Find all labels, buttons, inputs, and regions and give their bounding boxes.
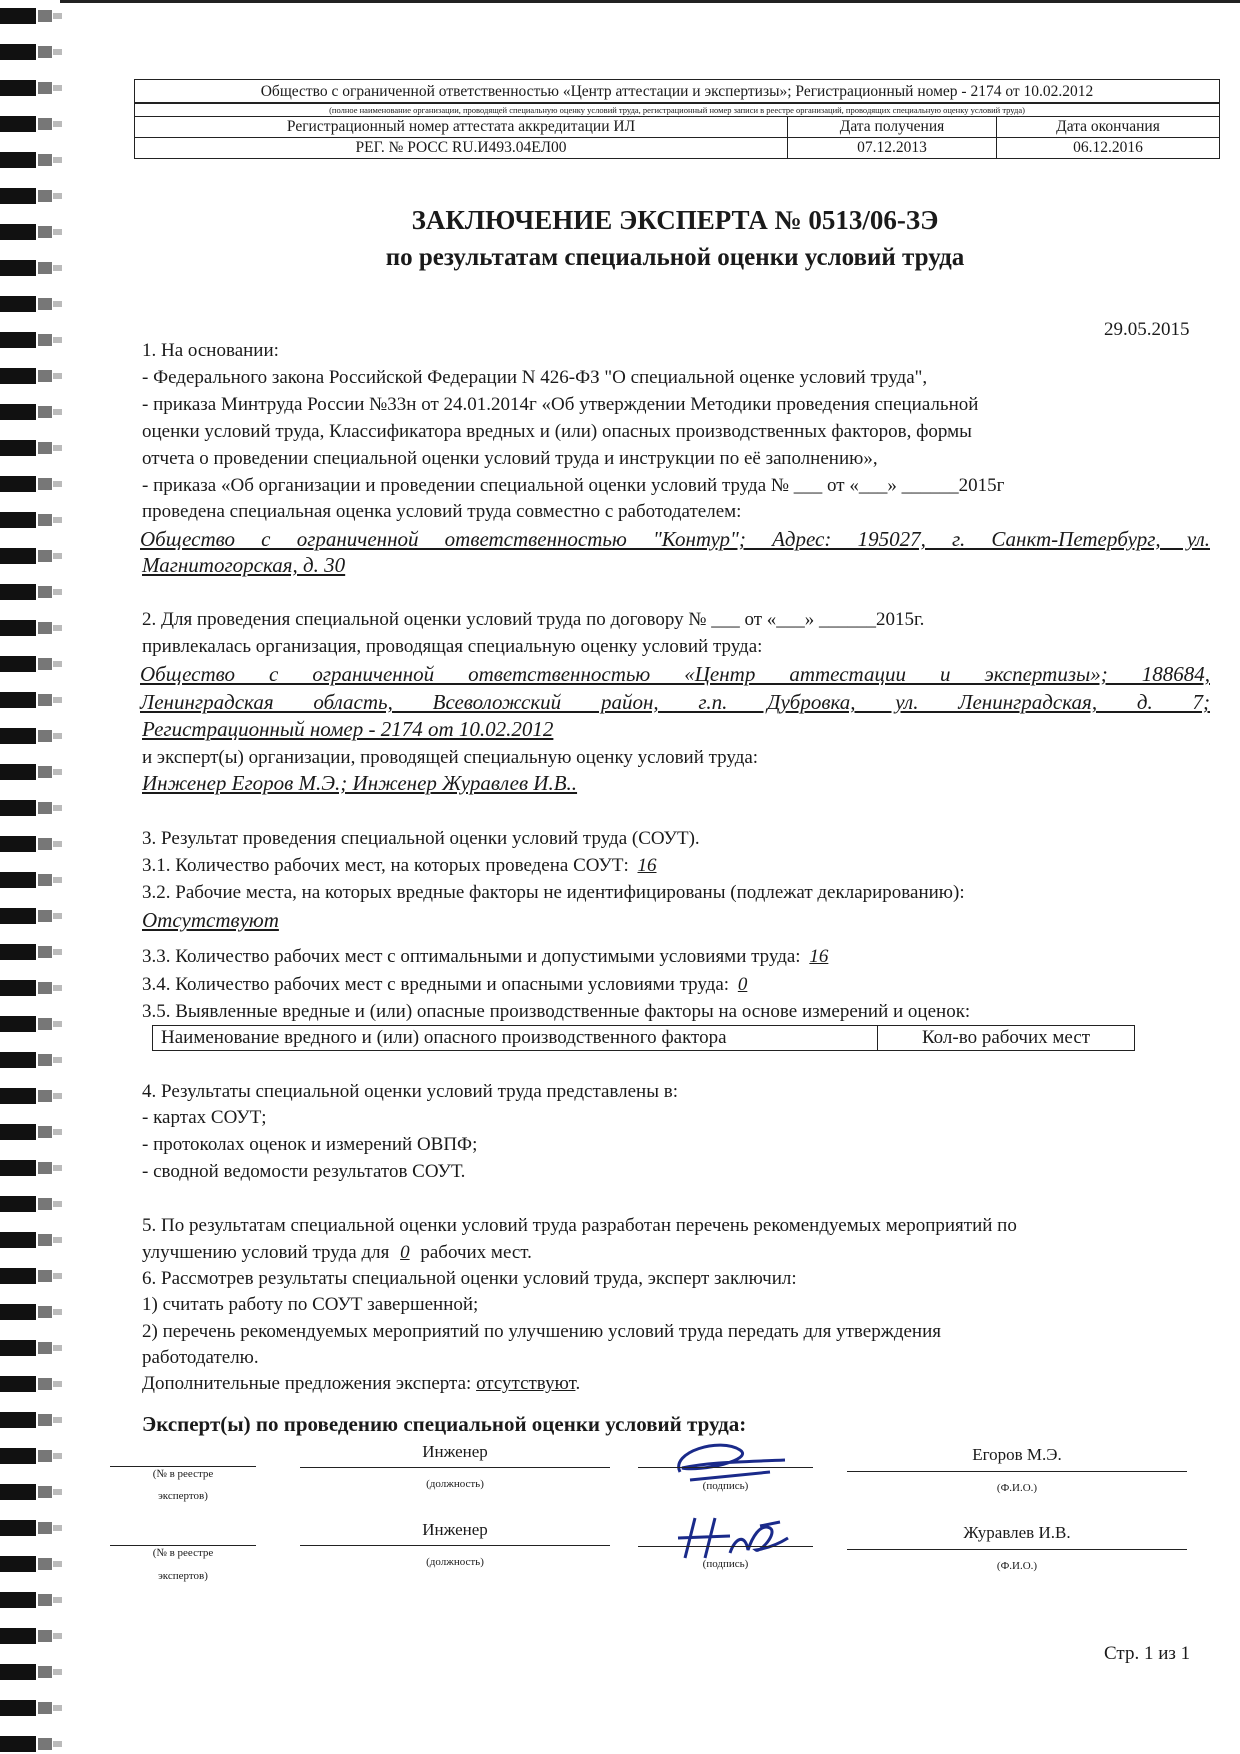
binding-ring xyxy=(0,1016,62,1032)
binding-ring xyxy=(0,296,62,312)
assessor-org-line3: Регистрационный номер - 2174 от 10.02.2012 xyxy=(142,717,554,741)
org-name: Общество с ограниченной ответственностью «Центр аттестации и экспертизы»; Регистрационный номер - 2174 от 10.02.2012 xyxy=(135,80,1220,104)
section5-line1: 5. По результатам специальной оценки условий труда разработан перечень рекомендуемых мероприятий по xyxy=(142,1215,1017,1236)
binding-ring xyxy=(0,8,62,24)
position-caption: (должность) xyxy=(426,1478,484,1490)
signatures-heading: Эксперт(ы) по проведению специальной оценки условий труда: xyxy=(142,1412,747,1436)
assessor-org-line2: Ленинградская область, Всеволожский район, г.п. Дубровка, ул. Ленинградская, д. 7; xyxy=(140,690,1210,714)
binding-ring xyxy=(0,1520,62,1536)
registry-caption: экспертов) xyxy=(158,1570,208,1582)
accreditation-value: РЕГ. № РОСС RU.И493.04ЕЛ00 xyxy=(135,138,788,159)
registry-caption: (№ в реестре xyxy=(152,1547,214,1559)
section1-line6: проведена специальная оценка условий труда совместно с работодателем: xyxy=(142,501,742,522)
binding-ring xyxy=(0,1412,62,1428)
extra-proposals-dot: . xyxy=(575,1373,581,1394)
section1-line5: - приказа «Об организации и проведении специальной оценки условий труда № ___ от «___» ______2015г xyxy=(142,475,1005,496)
name-caption: (Ф.И.О.) xyxy=(996,1560,1038,1572)
position-line xyxy=(300,1467,610,1468)
received-label: Дата получения xyxy=(788,117,997,138)
section1-line4: отчета о проведении специальной оценки условий труда и инструкции по её заполнению», xyxy=(142,448,878,469)
section3-item4 xyxy=(142,973,761,997)
binding-ring xyxy=(0,152,62,168)
binding-ring xyxy=(0,872,62,888)
section4-item: - картах СОУТ; xyxy=(142,1107,267,1128)
employer-name-line2: Магнитогорская, д. 30 xyxy=(142,553,346,577)
accreditation-label: Регистрационный номер аттестата аккредитации ИЛ xyxy=(135,117,788,138)
signature-line xyxy=(638,1546,813,1547)
section3-item2-label: 3.2. Рабочие места, на которых вредные факторы не идентифицированы (подлежат декларированию): xyxy=(142,882,965,903)
name-caption: (Ф.И.О.) xyxy=(996,1482,1038,1494)
binding-ring xyxy=(0,800,62,816)
binding-ring xyxy=(0,1376,62,1392)
section6-line3: 2) перечень рекомендуемых мероприятий по улучшению условий труда передать для утверждения xyxy=(142,1321,942,1342)
binding-ring xyxy=(0,1340,62,1356)
binding-ring xyxy=(0,260,62,276)
binding-ring xyxy=(0,764,62,780)
binding-ring xyxy=(0,1664,62,1680)
binding-ring xyxy=(0,1628,62,1644)
binding-ring xyxy=(0,116,62,132)
expert1-position: Инженер xyxy=(422,1442,488,1461)
section1-line3: оценки условий труда, Классификатора вредных и (или) опасных производственных факторов, формы xyxy=(142,421,972,442)
signature-caption: (подпись) xyxy=(702,1558,749,1570)
factors-col-name: Наименование вредного и (или) опасного производственного фактора xyxy=(153,1026,878,1051)
binding-ring xyxy=(0,836,62,852)
spiral-binding xyxy=(0,0,80,1754)
name-line xyxy=(847,1549,1187,1550)
binding-ring xyxy=(0,908,62,924)
section3-item2-value: Отсутствуют xyxy=(142,908,279,932)
section3-item5-label: 3.5. Выявленные вредные и (или) опасные производственные факторы на основе измерений и оценок: xyxy=(142,1001,971,1022)
assessor-org-line1: Общество с ограниченной ответственностью «Центр аттестации и экспертизы»; 188684, xyxy=(140,662,1210,686)
binding-ring xyxy=(0,548,62,564)
section5-line2 xyxy=(142,1241,532,1265)
binding-ring xyxy=(0,1448,62,1464)
registry-line xyxy=(110,1466,256,1467)
binding-ring xyxy=(0,1088,62,1104)
extra-proposals-label: Дополнительные предложения эксперта: xyxy=(142,1373,472,1394)
expert2-name: Журавлев И.В. xyxy=(963,1523,1071,1542)
factors-col-count: Кол-во рабочих мест xyxy=(878,1026,1135,1051)
expiry-label: Дата окончания xyxy=(997,117,1220,138)
binding-ring xyxy=(0,1268,62,1284)
harmful-factors-table xyxy=(152,1025,1135,1051)
binding-ring xyxy=(0,1304,62,1320)
binding-ring xyxy=(0,80,62,96)
binding-ring xyxy=(0,1160,62,1176)
section1-heading: 1. На основании: xyxy=(142,340,279,361)
section3-heading: 3. Результат проведения специальной оценки условий труда (СОУТ). xyxy=(142,828,700,849)
section6-line1: 6. Рассмотрев результаты специальной оценки условий труда, эксперт заключил: xyxy=(142,1268,797,1289)
binding-ring xyxy=(0,1232,62,1248)
section3-item4-value: 0 xyxy=(737,974,748,995)
section4-heading: 4. Результаты специальной оценки условий труда представлены в: xyxy=(142,1081,678,1102)
binding-ring xyxy=(0,1124,62,1140)
binding-ring xyxy=(0,224,62,240)
section1-line2: - приказа Минтруда России №33н от 24.01.2014г «Об утверждении Методики проведения специальной xyxy=(142,394,979,415)
binding-ring xyxy=(0,728,62,744)
binding-ring xyxy=(0,1700,62,1716)
binding-ring xyxy=(0,44,62,60)
binding-ring xyxy=(0,656,62,672)
position-line xyxy=(300,1545,610,1546)
binding-ring xyxy=(0,1592,62,1608)
signature-line xyxy=(638,1467,813,1468)
binding-ring xyxy=(0,332,62,348)
section2-line2: привлекалась организация, проводящая специальную оценку условий труда: xyxy=(142,636,763,657)
binding-ring xyxy=(0,440,62,456)
section4-item: - протоколах оценок и измерений ОВПФ; xyxy=(142,1134,478,1155)
registry-line xyxy=(110,1545,256,1546)
extra-proposals-value: отсутствуют xyxy=(476,1373,576,1394)
document-title: ЗАКЛЮЧЕНИЕ ЭКСПЕРТА № 0513/06-ЗЭ xyxy=(411,205,939,235)
section6-line4: работодателю. xyxy=(142,1347,259,1368)
signature-caption: (подпись) xyxy=(702,1480,749,1492)
registry-caption: (№ в реестре xyxy=(152,1468,214,1480)
binding-ring xyxy=(0,1052,62,1068)
section5-workplace-count: 0 xyxy=(400,1242,410,1263)
section4-item: - сводной ведомости результатов СОУТ. xyxy=(142,1161,466,1182)
document-date: 29.05.2015 xyxy=(1104,319,1190,340)
registry-caption: экспертов) xyxy=(158,1490,208,1502)
section3-item3-label: 3.3. Количество рабочих мест с оптимальными и допустимыми условиями труда: xyxy=(142,946,801,967)
section5-line2-pre: улучшению условий труда для xyxy=(142,1242,390,1263)
page-number: Стр. 1 из 1 xyxy=(1104,1643,1191,1664)
binding-ring xyxy=(0,512,62,528)
section2-line1: 2. Для проведения специальной оценки условий труда по договору № ___ от «___» ______2015г. xyxy=(142,609,925,630)
binding-ring xyxy=(0,1484,62,1500)
binding-ring xyxy=(0,1196,62,1212)
binding-ring xyxy=(0,476,62,492)
binding-ring xyxy=(0,620,62,636)
binding-ring xyxy=(0,980,62,996)
section1-line1: - Федерального закона Российской Федерации N 426-ФЗ "О специальной оценке условий труда", xyxy=(142,367,928,388)
binding-ring xyxy=(0,188,62,204)
document-subtitle: по результатам специальной оценки условий труда xyxy=(385,244,965,271)
section3-item4-label: 3.4. Количество рабочих мест с вредными и опасными условиями труда: xyxy=(142,974,730,995)
section3-item1 xyxy=(142,854,671,878)
expert2-position: Инженер xyxy=(422,1520,488,1539)
document-page xyxy=(130,0,1220,1754)
section3-item3-value: 16 xyxy=(809,946,829,967)
organization-header-table xyxy=(134,79,1220,159)
position-caption: (должность) xyxy=(426,1556,484,1568)
expiry-value: 06.12.2016 xyxy=(997,138,1220,159)
experts-list: Инженер Егоров М.Э.; Инженер Журавлев И.В.. xyxy=(142,771,578,795)
employer-name-line1: Общество с ограниченной ответственностью "Контур"; Адрес: 195027, г. Санкт-Петербург, ул. xyxy=(140,527,1210,551)
binding-ring xyxy=(0,944,62,960)
section5-line2-post: рабочих мест. xyxy=(420,1242,532,1263)
org-name-caption: (полное наименование организации, проводящей специальную оценку условий труда, регистрационный номер записи в реестре организаций, проводящих специальную оценку условий труда) xyxy=(135,103,1220,117)
section3-item1-label: 3.1. Количество рабочих мест, на которых проведена СОУТ: xyxy=(142,855,629,876)
binding-ring xyxy=(0,584,62,600)
binding-ring xyxy=(0,404,62,420)
binding-ring xyxy=(0,692,62,708)
section3-item1-value: 16 xyxy=(637,855,657,876)
section2-line3: и эксперт(ы) организации, проводящей специальную оценку условий труда: xyxy=(142,747,759,768)
expert1-name: Егоров М.Э. xyxy=(972,1445,1062,1464)
binding-ring xyxy=(0,1736,62,1752)
binding-ring xyxy=(0,368,62,384)
section6-line2: 1) считать работу по СОУТ завершенной; xyxy=(142,1294,479,1315)
binding-ring xyxy=(0,1556,62,1572)
received-value: 07.12.2013 xyxy=(788,138,997,159)
section6-extra xyxy=(142,1372,580,1396)
name-line xyxy=(847,1471,1187,1472)
section3-item3 xyxy=(142,945,842,969)
